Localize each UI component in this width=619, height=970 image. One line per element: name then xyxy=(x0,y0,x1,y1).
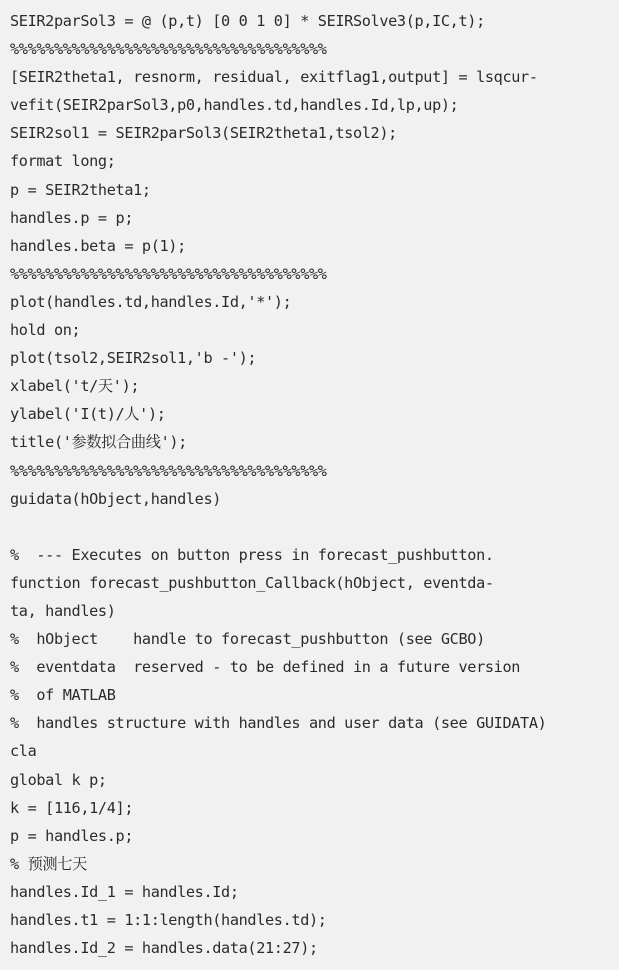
code-line-33: handles.t1 = 1:1:length(handles.td); xyxy=(10,911,327,929)
code-line-13: plot(tsol2,SEIR2sol1,'b -'); xyxy=(10,349,257,368)
code-line-15: ylabel('I(t)/人'); xyxy=(10,405,166,424)
code-line-8: handles.p = p; xyxy=(10,208,134,227)
code-line-10: %%%%%%%%%%%%%%%%%%%%%%%%%%%%%%%%%%%% xyxy=(10,264,327,283)
code-line-34: handles.Id_2 = handles.data(21:27); xyxy=(10,939,318,958)
code-line-31: % 预测七天 xyxy=(10,854,87,873)
code-line-16: title('参数拟合曲线'); xyxy=(10,433,187,452)
code-line-19-blank xyxy=(0,513,619,541)
code-line-6: format long; xyxy=(10,152,116,171)
code-line-9: handles.beta = p(1); xyxy=(10,236,186,255)
code-line-12: hold on; xyxy=(10,321,81,340)
code-line-18: guidata(hObject,handles) xyxy=(10,489,222,508)
code-line-20: % --- Executes on button press in forecast_pushbutton. xyxy=(10,545,494,564)
code-line-29: k = [116,1/4]; xyxy=(10,798,134,817)
code-line-30: p = handles.p; xyxy=(10,826,134,845)
code-line-23: % hObject handle to forecast_pushbutton (see GCBO) xyxy=(10,630,485,649)
code-line-2: %%%%%%%%%%%%%%%%%%%%%%%%%%%%%%%%%%%% xyxy=(10,40,327,59)
code-line-32: handles.Id_1 = handles.Id; xyxy=(10,882,239,901)
code-line-22: ta, handles) xyxy=(10,601,116,620)
code-line-14: xlabel('t/天'); xyxy=(10,377,140,396)
code-line-25: % of MATLAB xyxy=(10,686,116,705)
code-line-7: p = SEIR2theta1; xyxy=(10,180,151,199)
code-line-27: cla xyxy=(10,742,37,761)
code-line-24: % eventdata reserved - to be defined in a future version xyxy=(10,658,521,677)
code-line-28: global k p; xyxy=(10,770,107,789)
code-line-21: function forecast_pushbutton_Callback(hObject, eventda- xyxy=(10,573,494,592)
code-line-17: %%%%%%%%%%%%%%%%%%%%%%%%%%%%%%%%%%%% xyxy=(10,461,327,480)
code-line-1: SEIR2parSol3 = @ (p,t) [0 0 1 0] * SEIRSolve3(p,IC,t); xyxy=(10,12,485,30)
code-line-3: [SEIR2theta1, resnorm, residual, exitflag1,output] = lsqcur- xyxy=(10,68,538,87)
code-line-5: SEIR2sol1 = SEIR2parSol3(SEIR2theta1,tsol2); xyxy=(10,124,397,143)
code-line-4: vefit(SEIR2parSol3,p0,handles.td,handles.Id,lp,up); xyxy=(10,96,459,115)
code-line-26: % handles structure with handles and user data (see GUIDATA) xyxy=(10,714,547,733)
code-line-11: plot(handles.td,handles.Id,'*'); xyxy=(10,292,292,311)
